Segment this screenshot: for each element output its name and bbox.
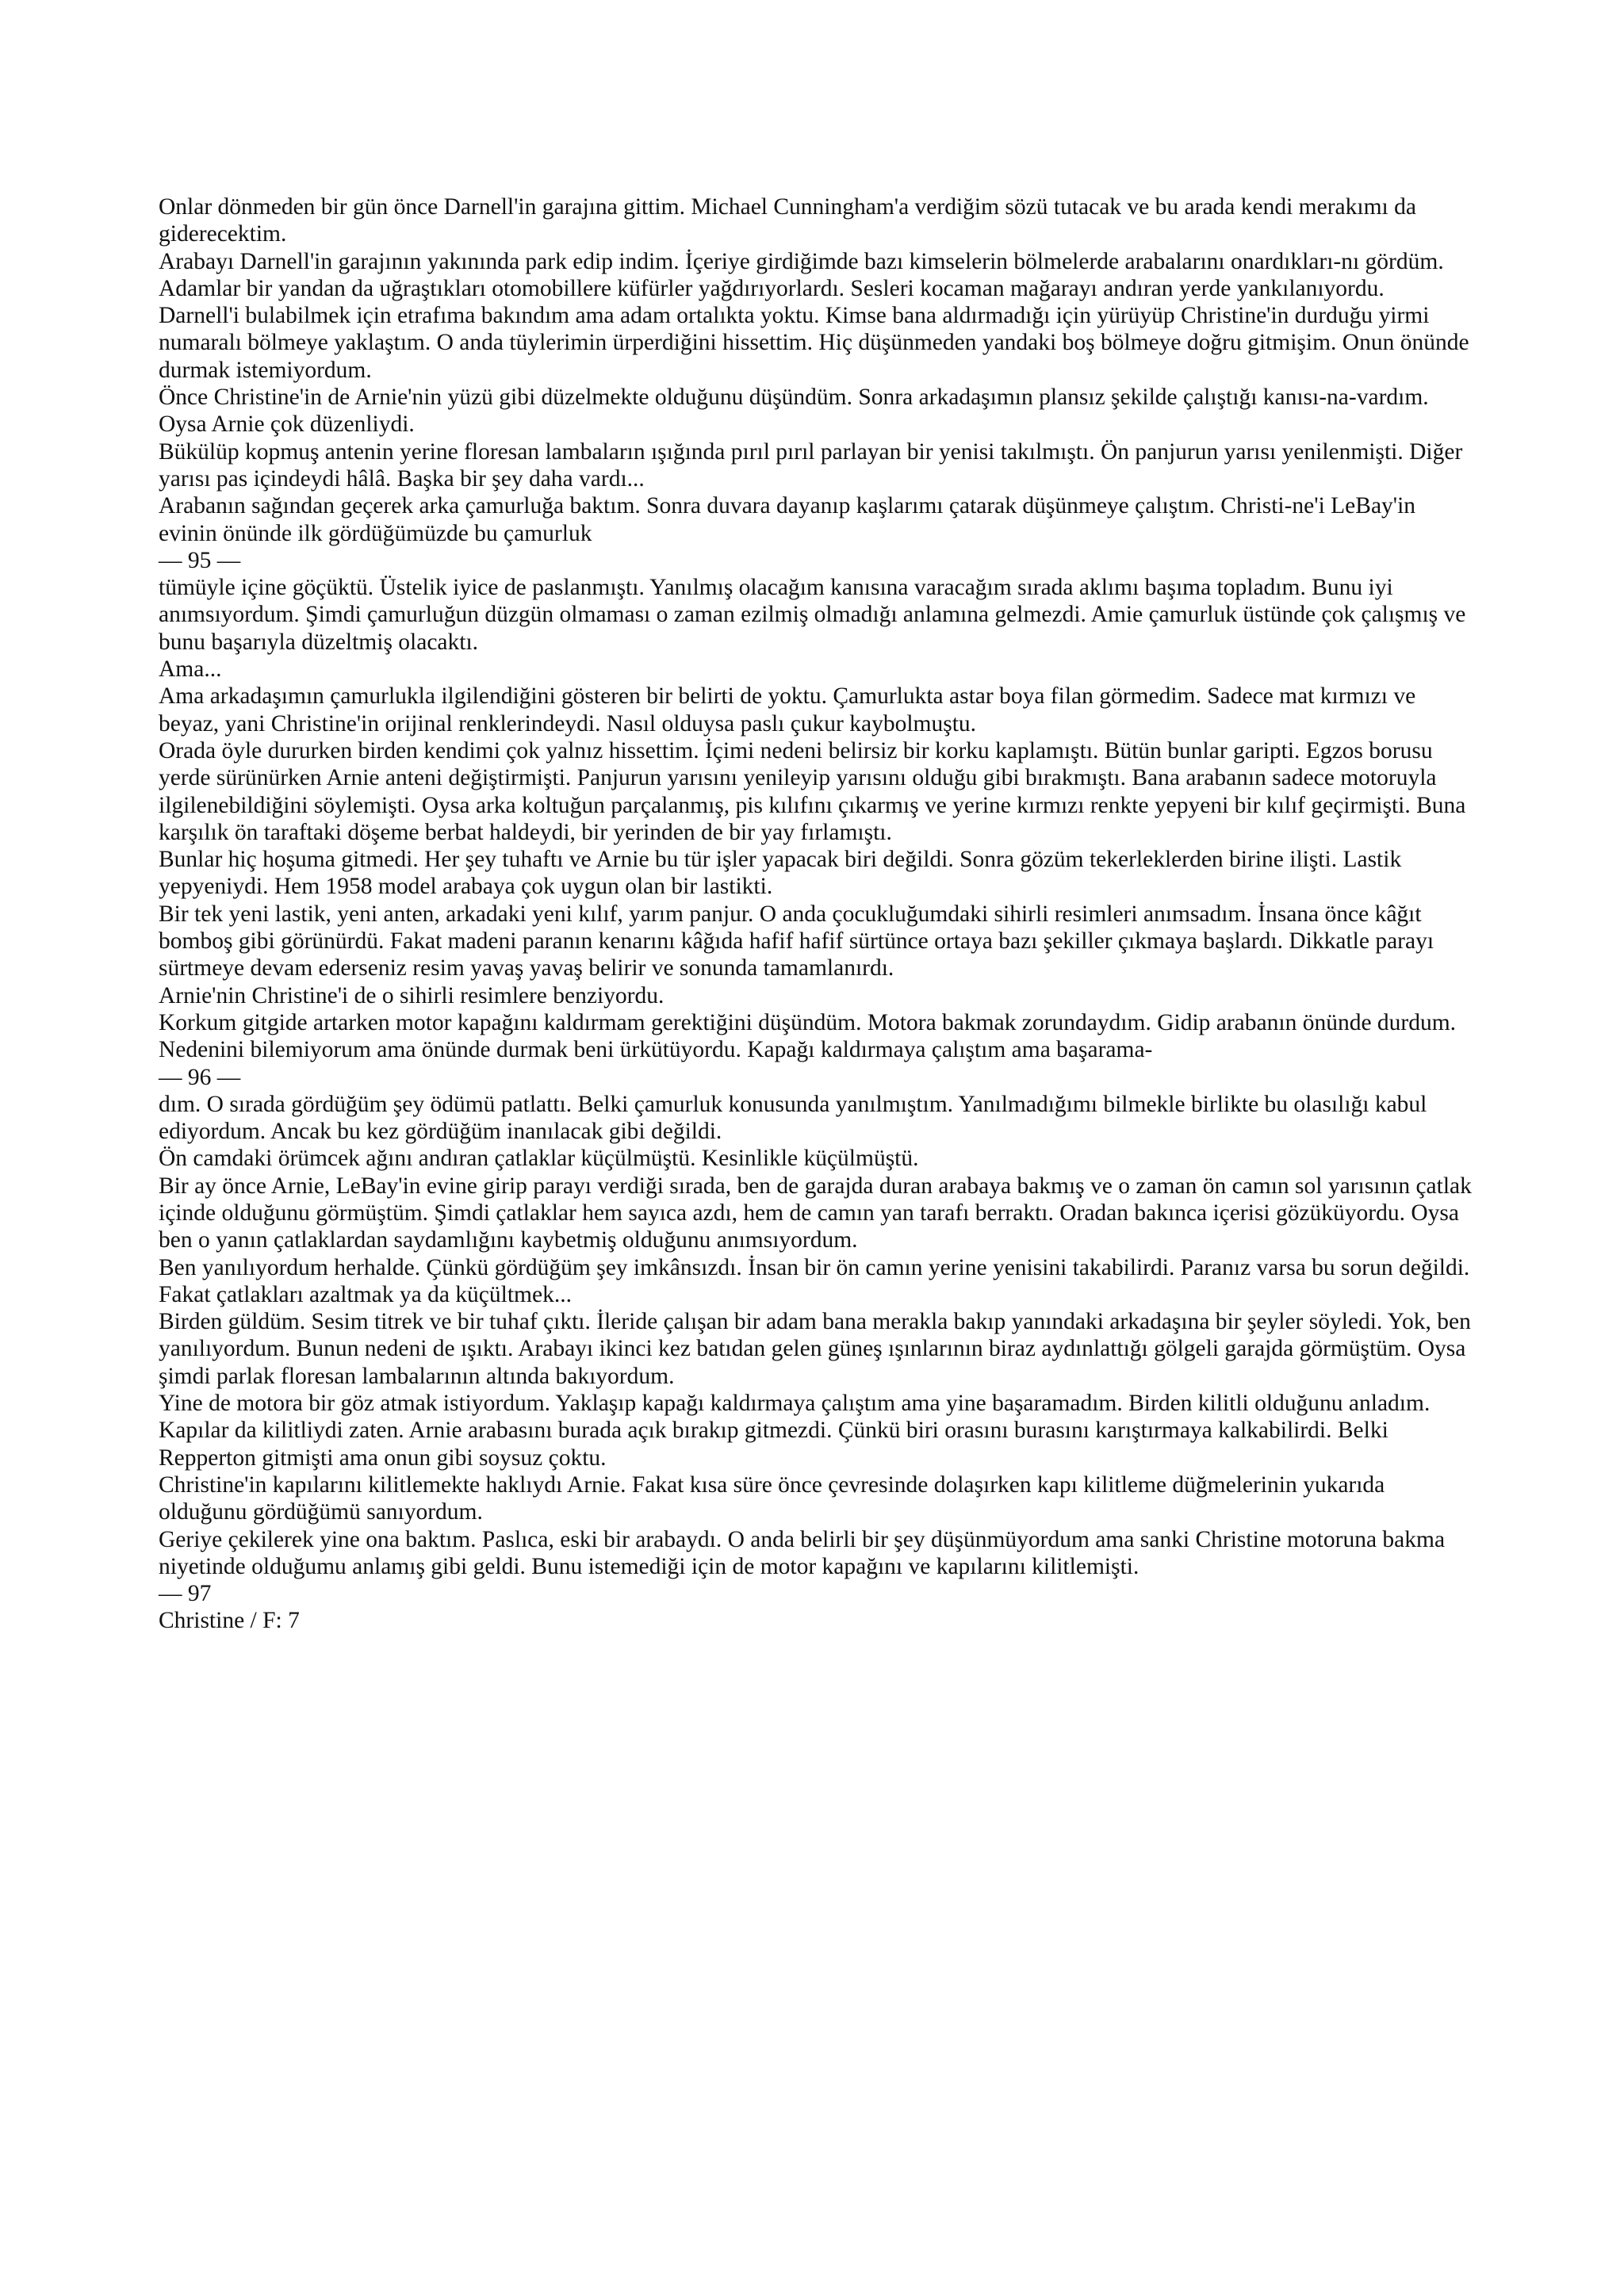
paragraph: Birden güldüm. Sesim titrek ve bir tuhaf çıktı. İleride çalışan bir adam bana merakla bakıp yanındaki arkadaşına bir şeyler söyledi. Yok, ben yanılıyordum. Bunun nedeni de ışıktı. Arabayı ikinci kez batıdan gelen güneş ışınlarının biraz aydınlattığı gölgeli garajda görmüştüm. Oysa şimdi parlak floresan lambalarının altında bakıyordum. xyxy=(159,1309,1471,1389)
page-number: — 97 xyxy=(159,1581,212,1607)
paragraph: Korkum gitgide artarken motor kapağını kaldırmam gerektiğini düşündüm. Motora bakmak zorundaydım. Gidip arabanın önünde durdum. Nedenini bilemiyorum ama önünde durmak beni ürkütüyordu. Kapağı kaldırmaya çalıştım ama başarama- xyxy=(159,1009,1457,1063)
paragraph: Ben yanılıyordum herhalde. Çünkü gördüğüm şey imkânsızdı. İnsan bir ön camın yerine yenisini takabilirdi. Paranız varsa bu sorun değildi. Fakat çatlakları azaltmak ya da küçültmek... xyxy=(159,1254,1470,1307)
paragraph: dım. O sırada gördüğüm şey ödümü patlattı. Belki çamurluk konusunda yanılmıştım. Yanılmadığımı bilmekle birlikte bu olasılığı kabul ediyordum. Ancak bu kez gördüğüm inanılacak gibi değildi. xyxy=(159,1091,1427,1145)
paragraph: Christine'in kapılarını kilitlemekte haklıydı Arnie. Fakat kısa süre önce çevresinde dolaşırken kapı kilitleme düğmelerinin yukarıda olduğunu gördüğümü sanıyordum. xyxy=(159,1471,1385,1525)
paragraph: Bir ay önce Arnie, LeBay'in evine girip parayı verdiği sırada, ben de garajda duran arabaya bakmış ve o zaman ön camın sol yarısının çatlak içinde olduğunu görmüştüm. Şimdi çatlaklar hem sayıca azdı, hem de camın yan tarafı berraktı. Oradan bakınca içerisi gözüküyordu. Oysa ben o yanın çatlaklardan saydamlığını kaybetmiş olduğunu anımsıyordum. xyxy=(159,1173,1472,1253)
chapter-footer: Christine / F: 7 xyxy=(159,1608,300,1634)
paragraph: Bir tek yeni lastik, yeni anten, arkadaki yeni kılıf, yarım panjur. O anda çocukluğumdaki sihirli resimleri anımsadım. İnsana önce kâğıt bomboş gibi görünürdü. Fakat madeni paranın kenarını kâğıda hafif hafif sürtünce ortaya bazı şekiller çıkmaya başlardı. Dikkatle parayı sürtmeye devam ederseniz resim yavaş yavaş belirir ve sonunda tamamlanırdı. xyxy=(159,901,1434,982)
paragraph: Geriye çekilerek yine ona baktım. Paslıca, eski bir arabaydı. O anda belirli bir şey düşünmüyordum ama sanki Christine motoruna bakma niyetinde olduğumu anlamış gibi geldi. Bunu istemediği için de motor kapağını ve kapılarını kilitlemişti. xyxy=(159,1526,1446,1579)
document-page xyxy=(159,193,1475,1635)
page-number: — 96 — xyxy=(159,1064,241,1090)
paragraph: Arabanın sağından geçerek arka çamurluğa baktım. Sonra duvara dayanıp kaşlarımı çatarak düşünmeye çalıştım. Christi-ne'i LeBay'in evinin önünde ilk gördüğümüzde bu çamurluk xyxy=(159,493,1416,546)
paragraph: Bunlar hiç hoşuma gitmedi. Her şey tuhaftı ve Arnie bu tür işler yapacak biri değildi. Sonra gözüm tekerleklerden birine ilişti. Lastik yepyeniydi. Hem 1958 model arabaya çok uygun olan bir lastikti. xyxy=(159,847,1402,900)
paragraph: Ön camdaki örümcek ağını andıran çatlaklar küçülmüştü. Kesinlikle küçülmüştü. xyxy=(159,1146,919,1172)
paragraph: Yine de motora bir göz atmak istiyordum. Yaklaşıp kapağı kaldırmaya çalıştım ama yine başaramadım. Birden kilitli olduğunu anladım. Kapılar da kilitliydi zaten. Arnie arabasını burada açık bırakıp gitmezdi. Çünkü biri orasını burasını karıştırmaya kalkabilirdi. Belki Repperton gitmişti ama onun gibi soysuz çoktu. xyxy=(159,1391,1431,1471)
paragraph: tümüyle içine göçüktü. Üstelik iyice de paslanmıştı. Yanılmış olacağım kanısına varacağım sırada aklımı başıma topladım. Bunu iyi anımsıyordum. Şimdi çamurluğun düzgün olmaması o zaman ezilmiş olmadığı anlamına gelmezdi. Amie çamurluk üstünde çok çalışmış ve bunu başarıyla düzeltmiş olacaktı. xyxy=(159,575,1466,655)
paragraph: Bükülüp kopmuş antenin yerine floresan lambaların ışığında pırıl pırıl parlayan bir yenisi takılmıştı. Ön panjurun yarısı yenilenmişti. Diğer yarısı pas içindeydi hâlâ. Başka bir şey daha vardı... xyxy=(159,438,1463,492)
paragraph: Arnie'nin Christine'i de o sihirli resimlere benziyordu. xyxy=(159,982,665,1008)
paragraph: Onlar dönmeden bir gün önce Darnell'in garajına gittim. Michael Cunningham'a verdiğim sözü tutacak ve bu arada kendi merakımı da giderecektim. xyxy=(159,194,1416,247)
paragraph: Arabayı Darnell'in garajının yakınında park edip indim. İçeriye girdiğimde bazı kimselerin bölmelerde arabalarını onardıkları-nı gördüm. Adamlar bir yandan da uğraştıkları otomobillere küfürler yağdırıyorlardı. Sesleri kocaman mağarayı andıran yerde yankılanıyordu. xyxy=(159,248,1444,301)
paragraph: Ama arkadaşımın çamurlukla ilgilendiğini gösteren bir belirti de yoktu. Çamurlukta astar boya filan görmedim. Sadece mat kırmızı ve beyaz, yani Christine'in orijinal renklerindeydi. Nasıl olduysa paslı çukur kaybolmuştu. xyxy=(159,683,1416,737)
page-number: — 95 — xyxy=(159,547,241,573)
paragraph: Önce Christine'in de Arnie'nin yüzü gibi düzelmekte olduğunu düşündüm. Sonra arkadaşımın plansız şekilde çalıştığı kanısı-na-vardım. Oysa Arnie çok düzenliydi. xyxy=(159,385,1429,438)
paragraph: Darnell'i bulabilmek için etrafıma bakındım ama adam ortalıkta yoktu. Kimse bana aldırmadığı için yürüyüp Christine'in durduğu yirmi numaralı bölmeye yaklaştım. O anda tüylerimin ürperdiğini hissettim. Hiç düşünmeden yandaki boş bölmeye doğru gitmişim. Onun önünde durmak istemiyordum. xyxy=(159,303,1469,383)
paragraph: Orada öyle dururken birden kendimi çok yalnız hissettim. İçimi nedeni belirsiz bir korku kaplamıştı. Bütün bunlar garipti. Egzos borusu yerde sürünürken Arnie anteni değiştirmişti. Panjurun yarısını yenileyip yarısını olduğu gibi bırakmıştı. Bana arabanın sadece motoruyla ilgilenebildiğini söylemişti. Oysa arka koltuğun parçalanmış, pis kılıfını çıkarmış ve yerine kırmızı renkte yepyeni bir kılıf geçirmişti. Buna karşılık ön taraftaki döşeme berbat haldeydi, bir yerinden de bir yay fırlamıştı. xyxy=(159,737,1466,845)
paragraph: Ama... xyxy=(159,656,222,683)
